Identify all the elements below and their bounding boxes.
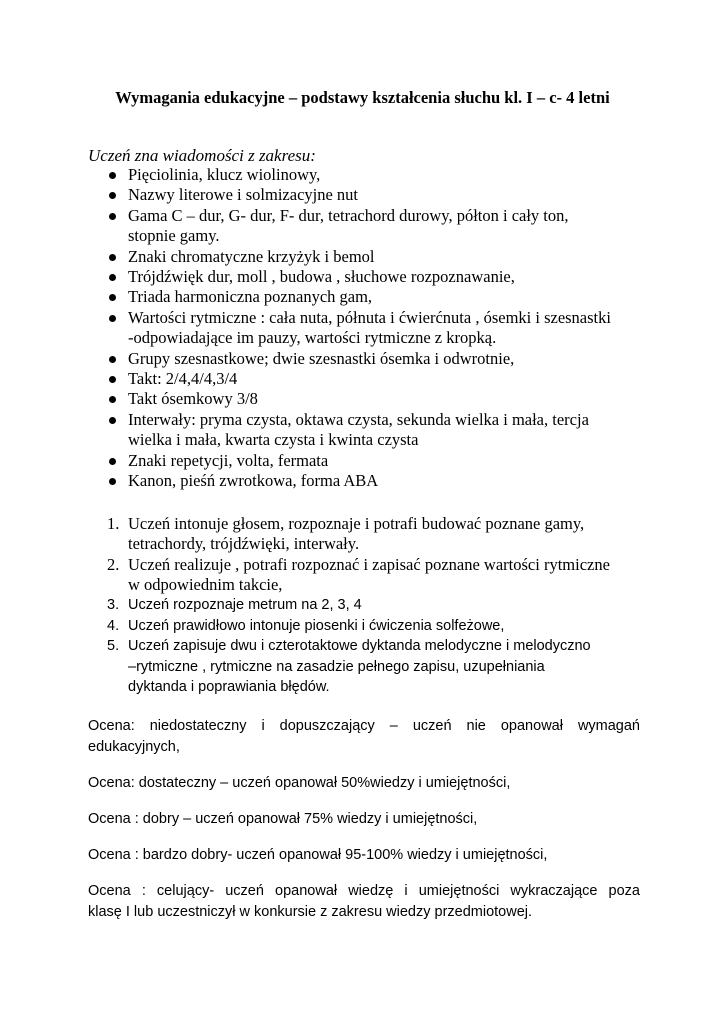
list-item: Takt ósemkowy 3/8	[107, 389, 647, 409]
bullet-icon	[109, 192, 116, 199]
list-item: Wartości rytmiczne : cała nuta, półnuta i ćwierćnuta , ósemki i szesnastki -odpowiadające im pauzy, wartości rytmiczne z kropką.	[107, 308, 647, 349]
document-title: Wymagania edukacyjne – podstawy kształcenia słuchu kl. I – c- 4 letni	[115, 88, 610, 107]
grade-paragraph: Ocena: niedostateczny i dopuszczający – uczeń nie opanował wymagań edukacyjnych,	[88, 718, 640, 755]
list-item: Kanon, pieśń zwrotkowa, forma ABA	[107, 471, 647, 491]
bullet-icon	[109, 294, 116, 301]
list-item: Znaki repetycji, volta, fermata	[107, 451, 647, 471]
bullet-icon	[109, 213, 116, 220]
bullet-icon	[109, 172, 116, 179]
numbered-item: 1. Uczeń intonuje głosem, rozpoznaje i potrafi budować poznane gamy, tetrachordy, trójdźwięki, interwały.	[107, 514, 585, 554]
list-item: Pięciolinia, klucz wiolinowy,	[107, 165, 647, 185]
list-item: Triada harmoniczna poznanych gam,	[107, 287, 647, 307]
bullet-icon	[109, 478, 116, 485]
bullet-icon	[109, 254, 116, 261]
grade-paragraph: Ocena : dobry – uczeń opanował 75% wiedzy i umiejętności,	[88, 811, 478, 827]
bullet-icon	[109, 376, 116, 383]
list-item: Interwały: pryma czysta, oktawa czysta, sekunda wielka i mała, tercja wielka i mała, kwarta czysta i kwinta czysta	[107, 410, 647, 451]
skills-numbered-list	[107, 514, 667, 698]
knowledge-bullet-list	[107, 165, 647, 492]
intro-heading: Uczeń zna wiadomości z zakresu:	[88, 146, 316, 165]
bullet-icon	[109, 356, 116, 363]
numbered-item: 5. Uczeń zapisuje dwu i czterotaktowe dyktanda melodyczne i melodyczno –rytmiczne , rytmiczne na zasadzie pełnego zapisu, uzupełniania dyktanda i poprawiania błędów.	[107, 638, 591, 696]
grading-criteria	[88, 716, 640, 938]
list-item: Takt: 2/4,4/4,3/4	[107, 369, 647, 389]
bullet-icon	[109, 396, 116, 403]
list-item: Grupy szesnastkowe; dwie szesnastki ósemka i odwrotnie,	[107, 349, 647, 369]
list-item: Nazwy literowe i solmizacyjne nut	[107, 185, 647, 205]
bullet-icon	[109, 417, 116, 424]
grade-paragraph: Ocena: dostateczny – uczeń opanował 50%wiedzy i umiejętności,	[88, 775, 511, 791]
grade-paragraph: Ocena : bardzo dobry- uczeń opanował 95-100% wiedzy i umiejętności,	[88, 847, 548, 863]
bullet-icon	[109, 315, 116, 322]
list-item: Znaki chromatyczne krzyżyk i bemol	[107, 247, 647, 267]
bullet-icon	[109, 458, 116, 465]
bullet-icon	[109, 274, 116, 281]
numbered-item: 4. Uczeń prawidłowo intonuje piosenki i ćwiczenia solfeżowe,	[107, 617, 505, 634]
grade-paragraph: Ocena : celujący- uczeń opanował wiedzę i umiejętności wykraczające poza klasę I lub uczestniczył w konkursie z zakresu wiedzy przedmiotowej.	[88, 883, 640, 920]
numbered-item: 3. Uczeń rozpoznaje metrum na 2, 3, 4	[107, 597, 362, 614]
numbered-item: 2. Uczeń realizuje , potrafi rozpoznać i zapisać poznane wartości rytmiczne w odpowiednim takcie,	[107, 554, 610, 594]
list-item: Trójdźwięk dur, moll , budowa , słuchowe rozpoznawanie,	[107, 267, 647, 287]
list-item: Gama C – dur, G- dur, F- dur, tetrachord durowy, półton i cały ton, stopnie gamy.	[107, 206, 647, 247]
